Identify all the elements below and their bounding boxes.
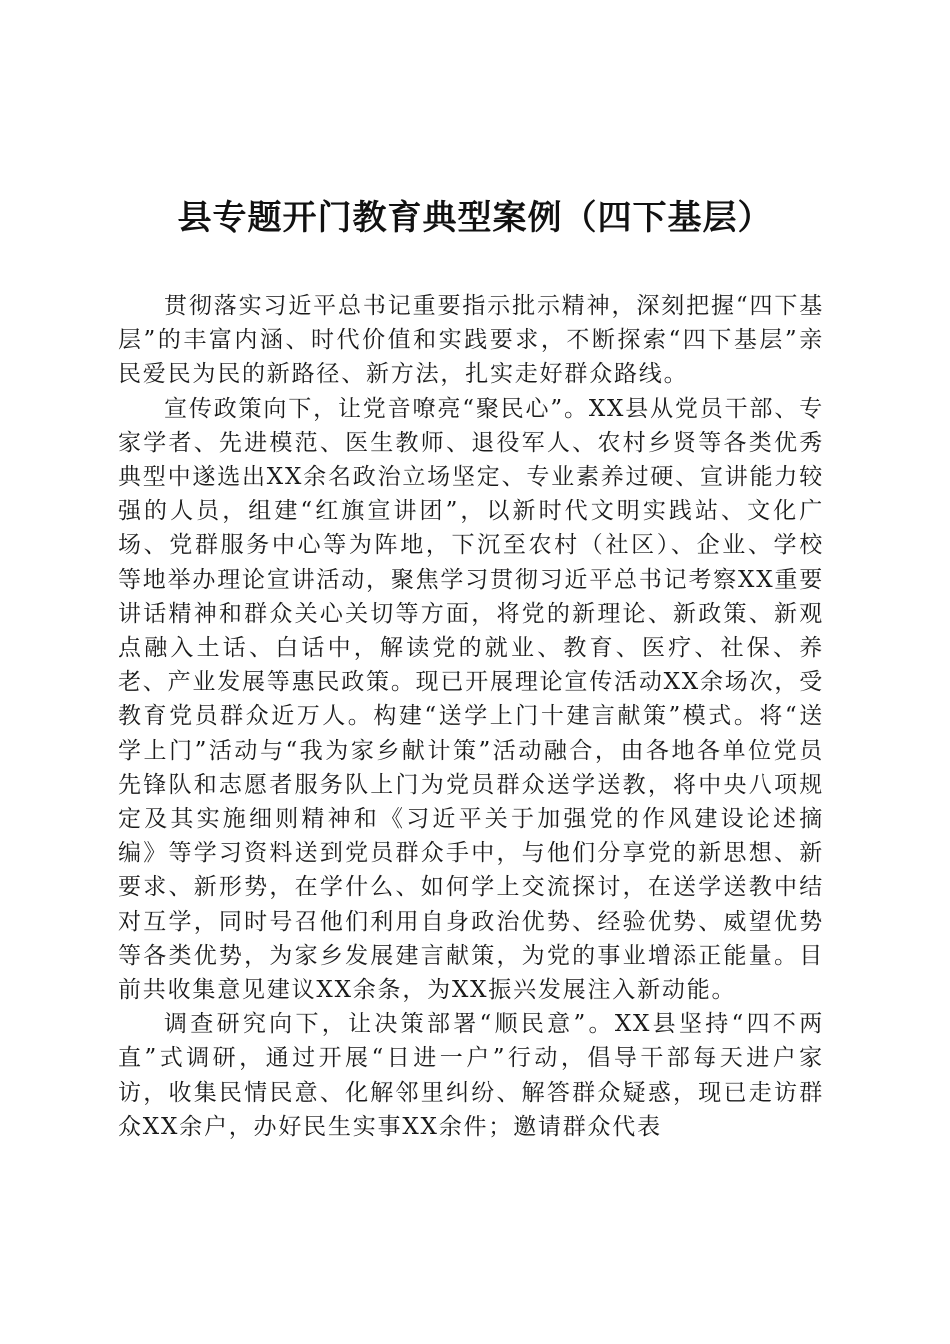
paragraph-intro: 贯彻落实习近平总书记重要指示批示精神，深刻把握“四下基层”的丰富内涵、时代价值和实践要求，不断探索“四下基层”亲民爱民为民的新路径、新方法，扎实走好群众路线。: [118, 293, 824, 388]
paragraph-policy-publicity: 宣传政策向下，让党音嘹亮“聚民心”。XX县从党员干部、专家学者、先进模范、医生教师、退役军人、农村乡贤等各类优秀典型中遂选出XX余名政治立场坚定、专业素养过硬、宣讲能力较强的人员，组建“红旗宣讲团”，以新时代文明实践站、文化广场、党群服务中心等为阵地，下沉至农村（社区）、企业、学校等地举办理论宣讲活动，聚焦学习贯彻习近平总书记考察XX重要讲话精神和群众关心关切等方面，将党的新理论、新政策、新观点融入土话、白话中，解读党的就业、教育、医疗、社保、养老、产业发展等惠民政策。现已开展理论宣传活动XX余场次，受教育党员群众近万人。构建“送学上门十建言献策”模式。将“送学上门”活动与“我为家乡献计策”活动融合，由各地各单位党员先锋队和志愿者服务队上门为党员群众送学送教，将中央八项规定及其实施细则精神和《习近平关于加强党的作风建设论述摘编》等学习资料送到党员群众手中，与他们分享党的新思想、新要求、新形势，在学什么、如何学上交流探讨，在送学送教中结对互学，同时号召他们利用自身政治优势、经验优势、威望优势等各类优势，为家乡发展建言献策，为党的事业增添正能量。目前共收集意见建议XX余条，为XX振兴发展注入新动能。: [118, 395, 824, 1004]
paragraph-investigation-research: 调查研究向下，让决策部署“顺民意”。XX县坚持“四不两直”式调研，通过开展“日进一户”行动，倡导干部每天进户家访，收集民情民意、化解邻里纠纷、解答群众疑惑，现已走访群众XX余户，办好民生实事XX余件；邀请群众代表: [118, 1011, 824, 1140]
document-body: [118, 289, 824, 1144]
document-title: 县专题开门教育典型案例（四下基层）: [177, 198, 773, 238]
